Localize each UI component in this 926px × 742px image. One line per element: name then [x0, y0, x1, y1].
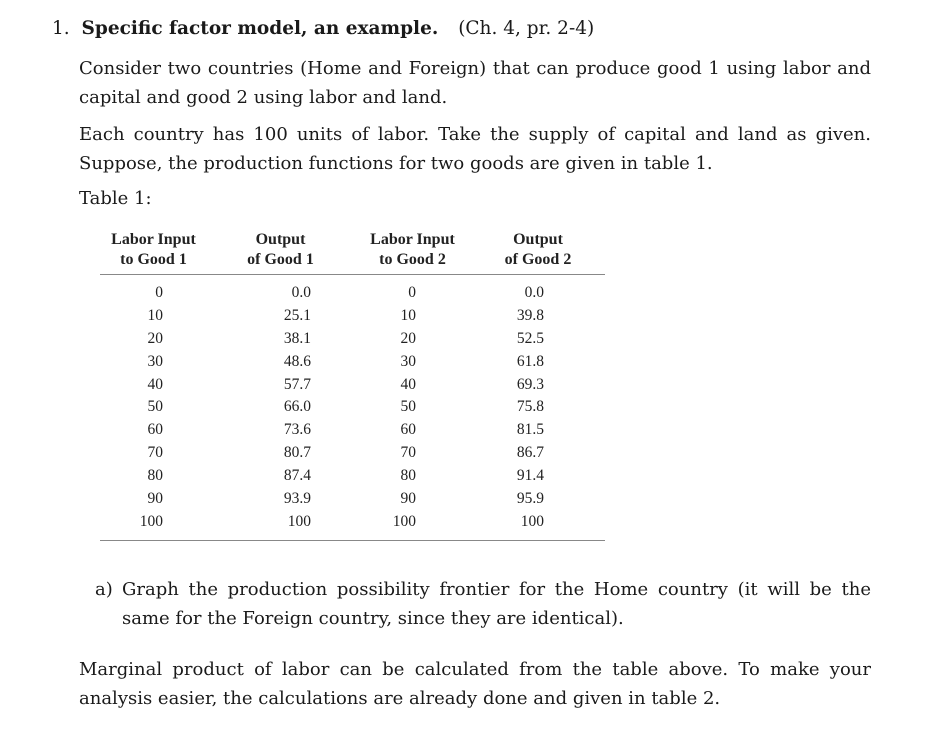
cell-value: 50	[400, 398, 416, 416]
table-row	[100, 511, 605, 534]
intro-paragraph: Consider two countries (Home and Foreign) that can produce good 1 using labor and capital and good 2 using labor and land.	[79, 58, 871, 108]
cell-value: 0.0	[291, 284, 311, 301]
cell-output-good1	[207, 328, 354, 351]
cell-output-good1	[207, 305, 354, 328]
cell-value: 50	[147, 398, 163, 416]
cell-labor-good1	[100, 396, 207, 419]
cell-value: 10	[147, 306, 163, 324]
cell-labor-good1	[100, 282, 207, 305]
table-caption: Table 1:	[79, 188, 152, 209]
cell-labor-good2	[354, 351, 471, 374]
header-labor-good1: Labor Input to Good 1	[111, 231, 196, 268]
cell-value: 73.6	[283, 421, 311, 439]
table-row	[100, 328, 605, 351]
problem-number: 1.	[52, 18, 70, 39]
table-row	[100, 488, 605, 511]
question-a-label: a)	[95, 579, 113, 600]
problem-title: Specific factor model, an example.	[81, 18, 439, 39]
cell-labor-good2	[354, 282, 471, 305]
cell-labor-good2	[354, 305, 471, 328]
cell-output-good1	[207, 396, 354, 419]
cell-labor-good1	[100, 419, 207, 442]
cell-value: 100	[287, 512, 311, 530]
cell-output-good1	[207, 351, 354, 374]
cell-value: 40	[147, 375, 163, 393]
cell-labor-good1	[100, 442, 207, 465]
table-row	[100, 419, 605, 442]
table-row	[100, 465, 605, 488]
cell-value: 80	[400, 467, 416, 485]
cell-value: 69.3	[516, 375, 544, 393]
cell-value: 60	[147, 421, 163, 439]
cell-output-good2	[471, 465, 605, 488]
cell-value: 40	[400, 375, 416, 393]
cell-value: 70	[147, 444, 163, 462]
cell-labor-good1	[100, 465, 207, 488]
cell-value: 39.8	[516, 306, 544, 324]
cell-output-good2	[471, 374, 605, 397]
cell-output-good1	[207, 282, 354, 305]
table-row	[100, 374, 605, 397]
table-row	[100, 442, 605, 465]
cell-value: 80	[147, 467, 163, 485]
cell-output-good1	[207, 488, 354, 511]
problem-heading	[52, 18, 594, 39]
cell-output-good1	[207, 442, 354, 465]
cell-value: 75.8	[516, 398, 544, 416]
cell-value: 20	[400, 329, 416, 347]
cell-value: 90	[400, 490, 416, 508]
cell-output-good2	[471, 396, 605, 419]
cell-value: 0	[155, 284, 163, 301]
cell-output-good2	[471, 419, 605, 442]
cell-value: 60	[400, 421, 416, 439]
cell-value: 20	[147, 329, 163, 347]
cell-value: 66.0	[283, 398, 311, 416]
cell-value: 91.4	[516, 467, 544, 485]
cell-value: 93.9	[283, 490, 311, 508]
cell-labor-good1	[100, 374, 207, 397]
cell-labor-good1	[100, 305, 207, 328]
cell-labor-good2	[354, 419, 471, 442]
table-row	[100, 351, 605, 374]
closing-paragraph: Marginal product of labor can be calculated from the table above. To make your analysis easier, the calculations are already done and given in table 2.	[79, 659, 871, 709]
cell-labor-good1	[100, 488, 207, 511]
cell-value: 81.5	[516, 421, 544, 439]
cell-labor-good2	[354, 488, 471, 511]
cell-value: 100	[392, 512, 416, 530]
cell-value: 48.6	[283, 352, 311, 370]
cell-value: 90	[147, 490, 163, 508]
cell-output-good2	[471, 511, 605, 534]
question-a-text: Graph the production possibility frontier for the Home country (it will be the same for the Foreign country, since they are identical).	[122, 579, 871, 629]
cell-output-good1	[207, 511, 354, 534]
header-labor-good2: Labor Input to Good 2	[370, 231, 455, 268]
cell-value: 57.7	[283, 375, 311, 393]
table-row	[100, 282, 605, 305]
cell-value: 38.1	[283, 329, 311, 347]
cell-value: 25.1	[283, 306, 311, 324]
cell-value: 80.7	[283, 444, 311, 462]
header-output-good1: Output of Good 1	[247, 231, 314, 268]
cell-value: 30	[400, 352, 416, 370]
cell-labor-good1	[100, 351, 207, 374]
cell-value: 70	[400, 444, 416, 462]
table-row	[100, 305, 605, 328]
cell-value: 100	[520, 512, 544, 530]
problem-reference: (Ch. 4, pr. 2-4)	[458, 18, 595, 39]
table-body	[100, 275, 605, 541]
cell-labor-good2	[354, 328, 471, 351]
cell-output-good2	[471, 328, 605, 351]
cell-labor-good2	[354, 374, 471, 397]
cell-output-good2	[471, 351, 605, 374]
table-header	[100, 230, 605, 275]
cell-labor-good1	[100, 511, 207, 534]
cell-output-good2	[471, 305, 605, 328]
table-row	[100, 396, 605, 419]
cell-labor-good2	[354, 442, 471, 465]
cell-value: 95.9	[516, 490, 544, 508]
cell-value: 10	[400, 306, 416, 324]
cell-output-good2	[471, 488, 605, 511]
header-output-good2: Output of Good 2	[504, 231, 572, 268]
cell-output-good1	[207, 419, 354, 442]
cell-value: 0.0	[524, 284, 544, 301]
cell-value: 87.4	[283, 467, 311, 485]
cell-value: 61.8	[516, 352, 544, 370]
cell-value: 0	[408, 284, 416, 301]
production-table	[100, 230, 605, 541]
cell-labor-good2	[354, 511, 471, 534]
cell-labor-good1	[100, 328, 207, 351]
cell-value: 52.5	[516, 329, 544, 347]
cell-value: 100	[139, 512, 163, 530]
cell-labor-good2	[354, 396, 471, 419]
cell-output-good2	[471, 282, 605, 305]
cell-value: 86.7	[516, 444, 544, 462]
cell-output-good1	[207, 374, 354, 397]
cell-labor-good2	[354, 465, 471, 488]
labor-paragraph: Each country has 100 units of labor. Take the supply of capital and land as given. Suppose, the production functions for two goods are given in table 1.	[79, 124, 871, 174]
cell-output-good1	[207, 465, 354, 488]
cell-value: 30	[147, 352, 163, 370]
cell-output-good2	[471, 442, 605, 465]
question-a	[95, 575, 871, 633]
